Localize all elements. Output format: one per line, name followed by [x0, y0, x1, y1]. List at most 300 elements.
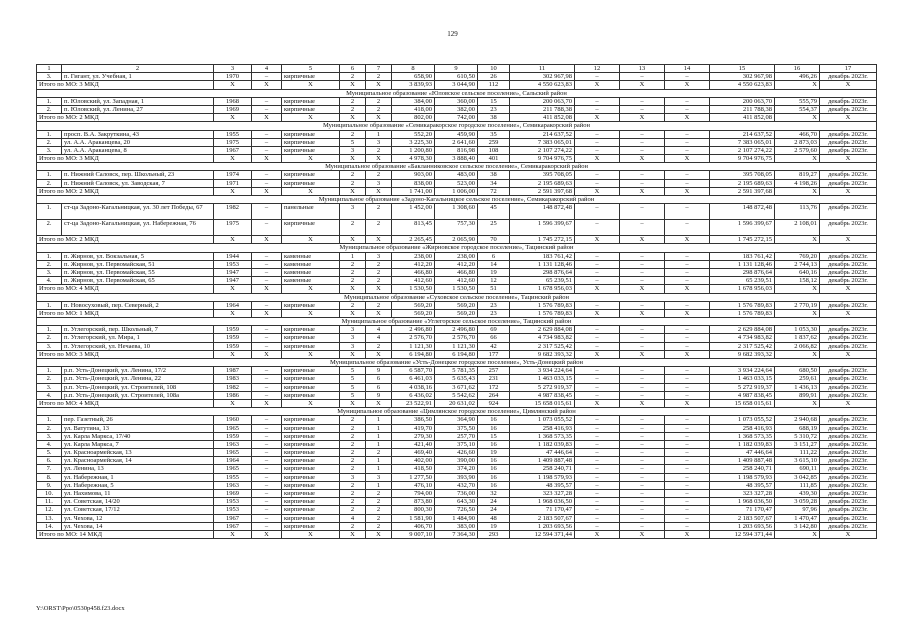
table-cell: 2: [366, 146, 392, 154]
table-cell: –: [665, 105, 710, 113]
table-cell: 7 383 065,01: [510, 138, 575, 146]
table-cell: 3.: [37, 383, 62, 391]
subtotal-cell: 3 888,40: [435, 155, 478, 163]
table-cell: 2: [366, 268, 392, 276]
table-cell: декабрь 2023г.: [820, 220, 877, 236]
subtotal-cell: X: [252, 155, 282, 163]
table-cell: кирпичные: [282, 457, 340, 465]
table-cell: 1969: [214, 105, 252, 113]
table-cell: 5 272 919,37: [710, 383, 775, 391]
subtotal-cell: X: [282, 81, 340, 89]
table-cell: 680,50: [775, 367, 820, 375]
subtotal-cell: X: [820, 81, 877, 89]
subtotal-cell: X: [366, 399, 392, 407]
subtotal-cell: 177: [478, 350, 510, 358]
table-cell: 794,00: [392, 490, 435, 498]
table-cell: 3: [340, 473, 366, 481]
table-cell: 390,00: [435, 457, 478, 465]
table-cell: 2.: [37, 138, 62, 146]
table-cell: 2: [366, 204, 392, 220]
table-cell: 3: [340, 342, 366, 350]
subtotal-cell: 23: [478, 309, 510, 317]
table-cell: 1975: [214, 220, 252, 236]
subtotal-cell: 72: [478, 187, 510, 195]
table-cell: 736,00: [435, 490, 478, 498]
section-heading-row: [37, 163, 877, 171]
table-cell: 2: [340, 268, 366, 276]
subtotal-cell: X: [775, 81, 820, 89]
subtotal-label: Итого по МО: 2 МКД: [37, 236, 214, 244]
table-cell: 3: [366, 179, 392, 187]
subtotal-cell: X: [214, 309, 252, 317]
table-cell: декабрь 2023г.: [820, 383, 877, 391]
table-cell: 2.: [37, 260, 62, 268]
table-cell: 2 183 507,67: [710, 514, 775, 522]
table-cell: –: [575, 220, 620, 236]
table-cell: 819,27: [775, 171, 820, 179]
table-cell: 258 240,71: [710, 465, 775, 473]
table-cell: –: [620, 514, 665, 522]
table-cell: 323 327,28: [510, 490, 575, 498]
address-cell: п. Углегорский, ул. Мира, 1: [62, 334, 214, 342]
table-cell: 3: [366, 138, 392, 146]
subtotal-cell: X: [366, 285, 392, 293]
address-cell: п. Углегорский, ул. Нечаева, 10: [62, 342, 214, 350]
subtotal-label: Итого по МО: 3 МКД: [37, 155, 214, 163]
table-cell: –: [620, 490, 665, 498]
table-cell: 2 641,60: [435, 138, 478, 146]
table-cell: кирпичные: [282, 301, 340, 309]
subtotal-cell: 1 006,00: [435, 187, 478, 195]
section-heading: Муниципальное образование «Задоно-Кагальницкое сельское поселение», Семикаракорский район: [37, 196, 877, 204]
table-cell: 2: [366, 220, 392, 236]
table-cell: 1947: [214, 277, 252, 285]
table-cell: кирпичные: [282, 473, 340, 481]
table-cell: –: [620, 220, 665, 236]
table-cell: 3 225,30: [392, 138, 435, 146]
table-cell: 2 183 507,67: [510, 514, 575, 522]
table-cell: декабрь 2023г.: [820, 473, 877, 481]
subtotal-cell: X: [665, 285, 710, 293]
table-cell: –: [620, 465, 665, 473]
table-cell: –: [252, 277, 282, 285]
subtotal-cell: X: [575, 114, 620, 122]
table-cell: –: [575, 252, 620, 260]
table-cell: кирпичные: [282, 432, 340, 440]
table-cell: 4.: [37, 440, 62, 448]
section-heading-row: [37, 196, 877, 204]
column-number-cell: 5: [282, 65, 340, 73]
subtotal-cell: X: [665, 350, 710, 358]
table-cell: –: [620, 383, 665, 391]
table-cell: 6 461,03: [392, 375, 435, 383]
subtotal-cell: X: [820, 155, 877, 163]
address-cell: ул. Набережная, 5: [62, 481, 214, 489]
table-cell: 5 635,43: [435, 375, 478, 383]
table-cell: 412,20: [435, 260, 478, 268]
subtotal-cell: X: [340, 309, 366, 317]
subtotal-cell: X: [665, 399, 710, 407]
table-cell: 1.: [37, 171, 62, 179]
table-cell: 1982: [214, 204, 252, 220]
table-cell: 395 708,05: [510, 171, 575, 179]
table-cell: –: [575, 277, 620, 285]
table-cell: 19: [478, 522, 510, 530]
table-cell: 200 063,70: [510, 97, 575, 105]
table-cell: 14.: [37, 522, 62, 530]
subtotal-cell: X: [665, 187, 710, 195]
subtotal-cell: 12 594 371,44: [510, 530, 575, 538]
table-cell: –: [575, 383, 620, 391]
table-row: [37, 383, 877, 391]
subtotal-cell: 569,20: [435, 309, 478, 317]
table-row: [37, 440, 877, 448]
table-cell: 1 203 693,56: [710, 522, 775, 530]
table-cell: –: [252, 252, 282, 260]
table-cell: 1974: [214, 171, 252, 179]
table-cell: 11.: [37, 498, 62, 506]
table-cell: 24: [478, 498, 510, 506]
table-cell: 16: [478, 473, 510, 481]
column-number-cell: 4: [252, 65, 282, 73]
table-cell: 2 873,03: [775, 138, 820, 146]
table-cell: –: [665, 97, 710, 105]
table-cell: –: [665, 342, 710, 350]
subtotal-cell: 4 550 623,83: [510, 81, 575, 89]
table-cell: декабрь 2023г.: [820, 367, 877, 375]
table-cell: 2.: [37, 424, 62, 432]
table-row: [37, 449, 877, 457]
table-cell: каменные: [282, 277, 340, 285]
table-cell: декабрь 2023г.: [820, 432, 877, 440]
table-cell: кирпичные: [282, 220, 340, 236]
table-cell: 1969: [214, 490, 252, 498]
table-cell: 2: [340, 97, 366, 105]
table-cell: 5: [340, 375, 366, 383]
subtotal-cell: 742,00: [435, 114, 478, 122]
subtotal-cell: 3 044,90: [435, 81, 478, 89]
subtotal-row: [37, 236, 877, 244]
table-cell: кирпичные: [282, 391, 340, 399]
table-cell: 2: [340, 301, 366, 309]
table-cell: 1.: [37, 130, 62, 138]
table-cell: кирпичные: [282, 367, 340, 375]
table-cell: –: [252, 342, 282, 350]
address-cell: п. Юловский, ул. Ленина, 27: [62, 105, 214, 113]
table-row: [37, 375, 877, 383]
subtotal-cell: X: [252, 81, 282, 89]
table-cell: 2 317 525,42: [510, 342, 575, 350]
table-cell: декабрь 2023г.: [820, 277, 877, 285]
table-cell: 3: [366, 252, 392, 260]
address-cell: ст-ца Задоно-Кагальницкая, ул. Набережная, 76: [62, 220, 214, 236]
address-cell: р.п. Усть-Донецкий, ул. Ленина, 22: [62, 375, 214, 383]
subtotal-cell: 802,00: [392, 114, 435, 122]
table-cell: 813,45: [392, 220, 435, 236]
table-cell: 466,80: [392, 268, 435, 276]
subtotal-cell: 6 194,80: [435, 350, 478, 358]
subtotal-cell: X: [775, 187, 820, 195]
subtotal-cell: X: [820, 530, 877, 538]
table-cell: 1 463 033,15: [710, 375, 775, 383]
subtotal-cell: 9 704 976,75: [710, 155, 775, 163]
subtotal-cell: X: [366, 114, 392, 122]
table-cell: 16: [478, 416, 510, 424]
table-cell: 1959: [214, 342, 252, 350]
table-cell: –: [620, 204, 665, 220]
table-cell: –: [665, 375, 710, 383]
table-cell: 1959: [214, 432, 252, 440]
table-cell: –: [252, 268, 282, 276]
table-cell: 6.: [37, 457, 62, 465]
subtotal-cell: X: [340, 155, 366, 163]
table-cell: –: [252, 375, 282, 383]
section-heading-row: [37, 408, 877, 416]
table-cell: 1 198 579,93: [510, 473, 575, 481]
table-cell: –: [620, 260, 665, 268]
table-cell: 393,90: [435, 473, 478, 481]
table-cell: 1965: [214, 465, 252, 473]
column-number-cell: 7: [366, 65, 392, 73]
subtotal-cell: X: [340, 187, 366, 195]
address-cell: пер. Газетный, 26: [62, 416, 214, 424]
table-cell: 643,30: [435, 498, 478, 506]
table-cell: 2 744,13: [775, 260, 820, 268]
table-cell: 2: [340, 179, 366, 187]
table-cell: 34: [478, 179, 510, 187]
table-cell: каменные: [282, 268, 340, 276]
table-cell: –: [575, 416, 620, 424]
table-cell: декабрь 2023г.: [820, 506, 877, 514]
subtotal-cell: X: [620, 187, 665, 195]
table-cell: 2: [366, 277, 392, 285]
table-cell: –: [575, 73, 620, 81]
table-cell: 2: [340, 490, 366, 498]
table-cell: 3: [340, 146, 366, 154]
table-cell: 1971: [214, 179, 252, 187]
table-cell: –: [575, 465, 620, 473]
section-heading-row: [37, 318, 877, 326]
table-cell: 1 053,30: [775, 326, 820, 334]
table-cell: 2: [366, 97, 392, 105]
table-cell: 1947: [214, 268, 252, 276]
table-cell: 1983: [214, 375, 252, 383]
table-cell: декабрь 2023г.: [820, 326, 877, 334]
table-cell: 71 170,47: [710, 506, 775, 514]
table-cell: 14: [478, 260, 510, 268]
table-cell: 2: [366, 449, 392, 457]
table-cell: 7 383 065,01: [710, 138, 775, 146]
table-cell: 23: [478, 105, 510, 113]
table-cell: 5.: [37, 449, 62, 457]
table-cell: 214 637,52: [710, 130, 775, 138]
table-cell: 2 940,68: [775, 416, 820, 424]
subtotal-cell: 9 682 393,32: [710, 350, 775, 358]
table-cell: –: [620, 506, 665, 514]
table-cell: 1: [366, 424, 392, 432]
table-cell: 2.: [37, 334, 62, 342]
table-cell: –: [620, 342, 665, 350]
table-cell: 2.: [37, 179, 62, 187]
table-cell: каменные: [282, 260, 340, 268]
table-cell: 1959: [214, 334, 252, 342]
table-cell: 5 542,62: [435, 391, 478, 399]
table-cell: 757,30: [435, 220, 478, 236]
table-cell: 1970: [214, 73, 252, 81]
subtotal-cell: 20 631,02: [435, 399, 478, 407]
table-cell: –: [665, 138, 710, 146]
table-cell: 1955: [214, 473, 252, 481]
table-cell: 1 073 055,52: [510, 416, 575, 424]
subtotal-cell: X: [252, 285, 282, 293]
subtotal-cell: X: [820, 399, 877, 407]
table-cell: 2: [340, 105, 366, 113]
subtotal-cell: X: [820, 187, 877, 195]
table-cell: 158,12: [775, 277, 820, 285]
table-cell: 2: [340, 260, 366, 268]
table-cell: 38: [478, 171, 510, 179]
table-cell: –: [252, 391, 282, 399]
section-heading-row: [37, 244, 877, 252]
table-cell: 3 671,62: [435, 383, 478, 391]
subtotal-cell: 4 978,30: [392, 155, 435, 163]
table-cell: 1 596 399,67: [710, 220, 775, 236]
table-cell: 3 142,80: [775, 522, 820, 530]
table-cell: декабрь 2023г.: [820, 481, 877, 489]
table-cell: 23: [478, 301, 510, 309]
table-cell: –: [665, 514, 710, 522]
table-cell: кирпичные: [282, 481, 340, 489]
table-cell: 257,70: [435, 432, 478, 440]
table-cell: 172: [478, 383, 510, 391]
table-cell: –: [252, 97, 282, 105]
table-cell: 1 368 573,35: [510, 432, 575, 440]
table-cell: 2 629 884,08: [710, 326, 775, 334]
table-cell: –: [252, 498, 282, 506]
table-cell: –: [575, 440, 620, 448]
subtotal-cell: 401: [478, 155, 510, 163]
table-cell: –: [252, 457, 282, 465]
table-cell: кирпичные: [282, 342, 340, 350]
table-row: [37, 220, 877, 236]
table-cell: 16: [478, 440, 510, 448]
table-cell: 3 151,27: [775, 440, 820, 448]
table-cell: –: [665, 179, 710, 187]
table-cell: 476,10: [392, 481, 435, 489]
table-cell: –: [575, 391, 620, 399]
table-cell: кирпичные: [282, 130, 340, 138]
table-row: [37, 522, 877, 530]
subtotal-cell: 1 745 272,15: [510, 236, 575, 244]
table-cell: 386,50: [392, 416, 435, 424]
column-number-cell: 6: [340, 65, 366, 73]
table-cell: 6 587,70: [392, 367, 435, 375]
table-cell: 1.: [37, 204, 62, 220]
table-cell: 2: [340, 73, 366, 81]
table-cell: 298 876,64: [710, 268, 775, 276]
subtotal-cell: X: [214, 187, 252, 195]
table-row: [37, 367, 877, 375]
table-cell: 2 496,80: [435, 326, 478, 334]
table-cell: –: [575, 105, 620, 113]
table-cell: –: [620, 277, 665, 285]
table-cell: 231: [478, 375, 510, 383]
table-cell: –: [665, 498, 710, 506]
table-cell: –: [575, 473, 620, 481]
table-cell: 9.: [37, 481, 62, 489]
table-cell: –: [575, 146, 620, 154]
table-cell: 769,20: [775, 252, 820, 260]
address-cell: ст-ца Задоно-Кагальницкая, ул. 30 лет Победы, 67: [62, 204, 214, 220]
subtotal-cell: X: [214, 530, 252, 538]
table-cell: 899,91: [775, 391, 820, 399]
table-cell: кирпичные: [282, 334, 340, 342]
subtotal-cell: 4 550 623,83: [710, 81, 775, 89]
table-cell: кирпичные: [282, 73, 340, 81]
subtotal-cell: X: [575, 81, 620, 89]
section-heading-row: [37, 122, 877, 130]
subtotal-cell: 7 364,30: [435, 530, 478, 538]
table-cell: 2: [340, 220, 366, 236]
address-cell: ул. Красноармейская, 13: [62, 449, 214, 457]
table-cell: 211 788,38: [710, 105, 775, 113]
table-cell: декабрь 2023г.: [820, 490, 877, 498]
table-cell: –: [252, 440, 282, 448]
table-cell: –: [252, 105, 282, 113]
table-cell: кирпичные: [282, 465, 340, 473]
table-cell: 1 131 128,46: [510, 260, 575, 268]
table-cell: 412,60: [435, 277, 478, 285]
address-cell: ул. Советская, 17/12: [62, 506, 214, 514]
table-cell: 838,00: [392, 179, 435, 187]
subtotal-cell: 1 530,50: [392, 285, 435, 293]
table-cell: –: [620, 424, 665, 432]
table-cell: –: [575, 522, 620, 530]
table-row: [37, 130, 877, 138]
subtotal-cell: X: [282, 236, 340, 244]
subtotal-cell: X: [620, 236, 665, 244]
subtotal-cell: X: [575, 285, 620, 293]
table-cell: 26: [478, 73, 510, 81]
table-cell: декабрь 2023г.: [820, 252, 877, 260]
table-cell: 1944: [214, 252, 252, 260]
subtotal-cell: X: [775, 530, 820, 538]
table-cell: 3 615,10: [775, 457, 820, 465]
table-cell: –: [252, 73, 282, 81]
subtotal-cell: X: [775, 236, 820, 244]
subtotal-row: [37, 530, 877, 538]
subtotal-row: [37, 81, 877, 89]
table-cell: 3 934 224,64: [510, 367, 575, 375]
table-row: [37, 432, 877, 440]
table-cell: 238,00: [392, 252, 435, 260]
table-cell: 2 629 884,08: [510, 326, 575, 334]
column-number-cell: 8: [392, 65, 435, 73]
table-cell: кирпичные: [282, 440, 340, 448]
subtotal-cell: X: [214, 155, 252, 163]
subtotal-cell: X: [282, 155, 340, 163]
table-cell: 19: [478, 449, 510, 457]
table-row: [37, 342, 877, 350]
table-cell: 419,70: [392, 424, 435, 432]
table-cell: 1953: [214, 506, 252, 514]
table-row: [37, 73, 877, 81]
table-cell: 6 436,02: [392, 391, 435, 399]
table-cell: 1 277,50: [392, 473, 435, 481]
table-cell: –: [665, 171, 710, 179]
subtotal-cell: X: [620, 114, 665, 122]
column-number-cell: 9: [435, 65, 478, 73]
